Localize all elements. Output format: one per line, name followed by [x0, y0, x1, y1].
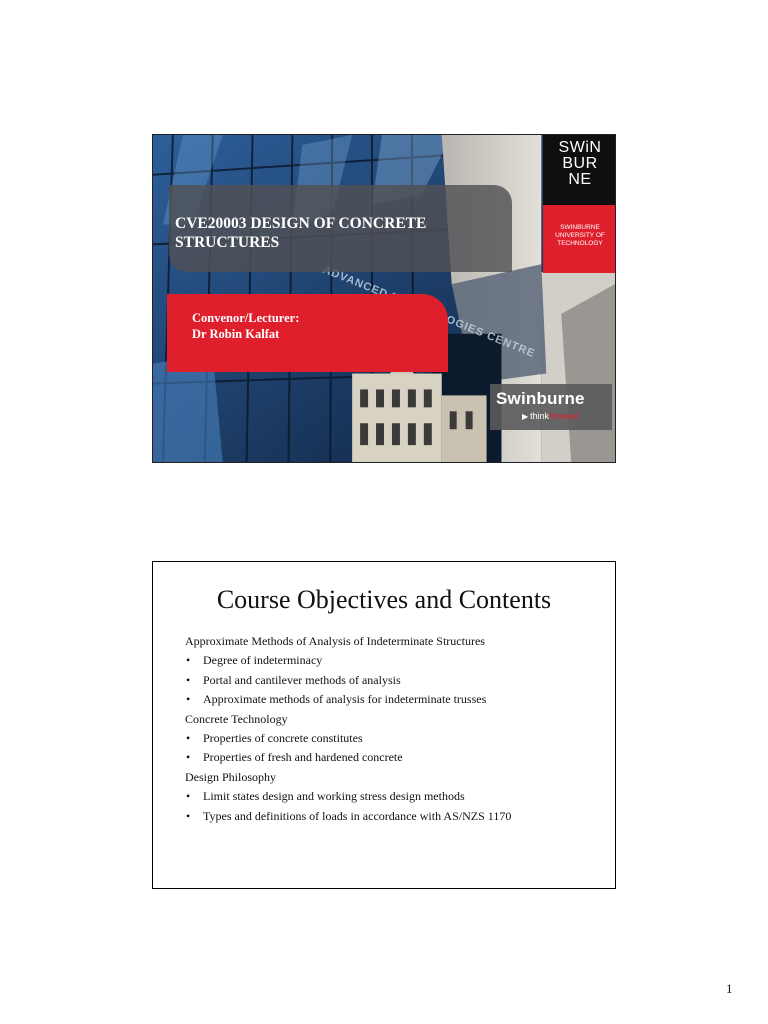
logo-line-1: SWiN [558, 139, 602, 156]
logo-line-2: BUR [562, 155, 598, 172]
list-item [185, 690, 605, 709]
bullet-icon: • [186, 672, 191, 687]
course-contents-list [185, 632, 605, 826]
list-item [185, 787, 605, 806]
lecturer-role: Convenor/Lecturer: [192, 311, 300, 325]
bullet-icon: • [186, 808, 191, 823]
logo-subtitle [543, 205, 616, 273]
logo-wordmark [543, 135, 616, 205]
list-item-text: Limit states design and working stress design methods [203, 789, 465, 804]
building-sign-text: ADVANCED CENTRE [321, 263, 537, 361]
section-heading: Design Philosophy [185, 769, 277, 784]
page-number: 1 [726, 981, 733, 996]
bullet-icon: • [186, 789, 191, 804]
title-slide [152, 134, 616, 463]
tag-forward: forward [549, 411, 580, 421]
list-item-text: Types and definitions of loads in accordance with AS/NZS 1170 [203, 808, 512, 823]
bullet-icon: • [186, 750, 191, 765]
list-item-text: Properties of concrete constitutes [203, 731, 363, 746]
slide-title: CVE20003 DESIGN OF CONCRETE STRUCTURES [175, 215, 427, 251]
section-heading: Approximate Methods of Analysis of Indeterminate Structures [185, 634, 485, 648]
logo-sub-2: UNIVERSITY OF [555, 232, 605, 239]
list-item [185, 729, 605, 748]
section-heading: Concrete Technology [185, 711, 288, 726]
list-item [185, 671, 605, 690]
list-item [185, 807, 605, 826]
list-item-text: Degree of indeterminacy [203, 653, 323, 668]
tag-think: think [530, 411, 550, 421]
slide-title: Course Objectives and Contents [216, 585, 552, 614]
list-item [185, 748, 605, 767]
logo-line-3: NE [568, 171, 592, 188]
list-item [185, 651, 605, 670]
content-slide [152, 561, 616, 889]
swinburne-brand [490, 384, 612, 430]
bullet-icon: • [186, 692, 191, 707]
brand-name: Swinburne [496, 389, 585, 408]
lecturer-block [192, 310, 299, 342]
logo-sub-3: TECHNOLOGY [557, 240, 603, 247]
list-item-text: Properties of fresh and hardened concrete [203, 750, 403, 765]
bullet-icon: • [186, 731, 191, 746]
play-arrow-icon: ▶ [522, 412, 529, 421]
lecturer-name: Dr Robin Kalfat [192, 327, 280, 341]
list-item-text: Approximate methods of analysis for indeterminate trusses [203, 692, 487, 707]
logo-sub-1: SWINBURNE [560, 224, 600, 231]
bullet-icon: • [186, 653, 191, 668]
brand-tagline [522, 411, 579, 421]
list-item-text: Portal and cantilever methods of analysis [203, 672, 401, 687]
university-logo [543, 135, 616, 273]
